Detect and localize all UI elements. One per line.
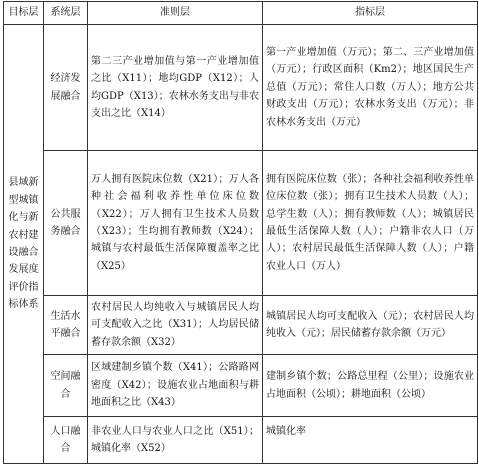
system-cell: 人口融合 xyxy=(44,417,88,464)
criteria-cell: 非农业人口与农业人口之比（X51）；城镇化率（X52） xyxy=(88,417,263,464)
table-row xyxy=(4,296,478,355)
criteria-cell: 农村居民人均纯收入与城镇居民人均可支配收入之比（X31）；人均居民储蓄存款余额（X32） xyxy=(88,296,263,355)
indicators-cell: 城镇居民人均可支配收入（元）；农村居民人均纯收入（元）；居民储蓄存款余额（万元） xyxy=(263,296,478,355)
indicators-cell: 建制乡镇个数；公路总里程（公里）；设施农业占地面积（公顷）；耕地面积（公顷） xyxy=(263,355,478,417)
header-goal-layer: 目标层 xyxy=(4,2,44,25)
indicators-cell: 城镇化率 xyxy=(263,417,478,464)
indicators-cell: 拥有医院床位数（张）；各种社会福利收养性单位床位数（张）；拥有卫生技术人员数（人）；总学生数（人）；拥有教师数（人）；城镇居民最低生活保障人数（人）；户籍非农人口（万人）；农村居民最低生活保障人数（人）；户籍农业人口（万人） xyxy=(263,151,478,296)
goal-cell: 县域新型城镇化与新农村建设融合发展度评价指标体系 xyxy=(4,25,44,464)
header-row xyxy=(4,2,478,25)
header-indicator-layer: 指标层 xyxy=(263,2,478,25)
table-row xyxy=(4,151,478,296)
table-row xyxy=(4,355,478,417)
system-cell: 公共服务融合 xyxy=(44,151,88,296)
table-row xyxy=(4,417,478,464)
criteria-cell: 区域建制乡镇个数（X41）；公路路网密度（X42）；设施农业占地面积与耕地面积之比（X43） xyxy=(88,355,263,417)
indicators-cell: 第一产业增加值（万元）；第二、三产业增加值（万元）；行政区面积（Km2）；地区国民生产总值（万元）；常住人口数（万人）；地方公共财政支出（万元）；农林水务支出（万元）；非农林水务支出（万元） xyxy=(263,25,478,151)
evaluation-index-table xyxy=(3,1,478,464)
table-row xyxy=(4,25,478,151)
system-cell: 经济发展融合 xyxy=(44,25,88,151)
criteria-cell: 万人拥有医院床位数（X21）；万人各种社会福利收养性单位床位数（X22）；万人拥有卫生技术人员数（X23）；生均拥有教师数（X24）；城镇与农村最低生活保障覆盖率之比（X25） xyxy=(88,151,263,296)
header-criterion-layer: 准则层 xyxy=(88,2,263,25)
header-system-layer: 系统层 xyxy=(44,2,88,25)
system-cell: 空间融合 xyxy=(44,355,88,417)
system-cell: 生活水平融合 xyxy=(44,296,88,355)
criteria-cell: 第二三产业增加值与第一产业增加值之比（X11）；地均GDP（X12）；人均GDP（X13）；农林水务支出与非农支出之比（X14） xyxy=(88,25,263,151)
